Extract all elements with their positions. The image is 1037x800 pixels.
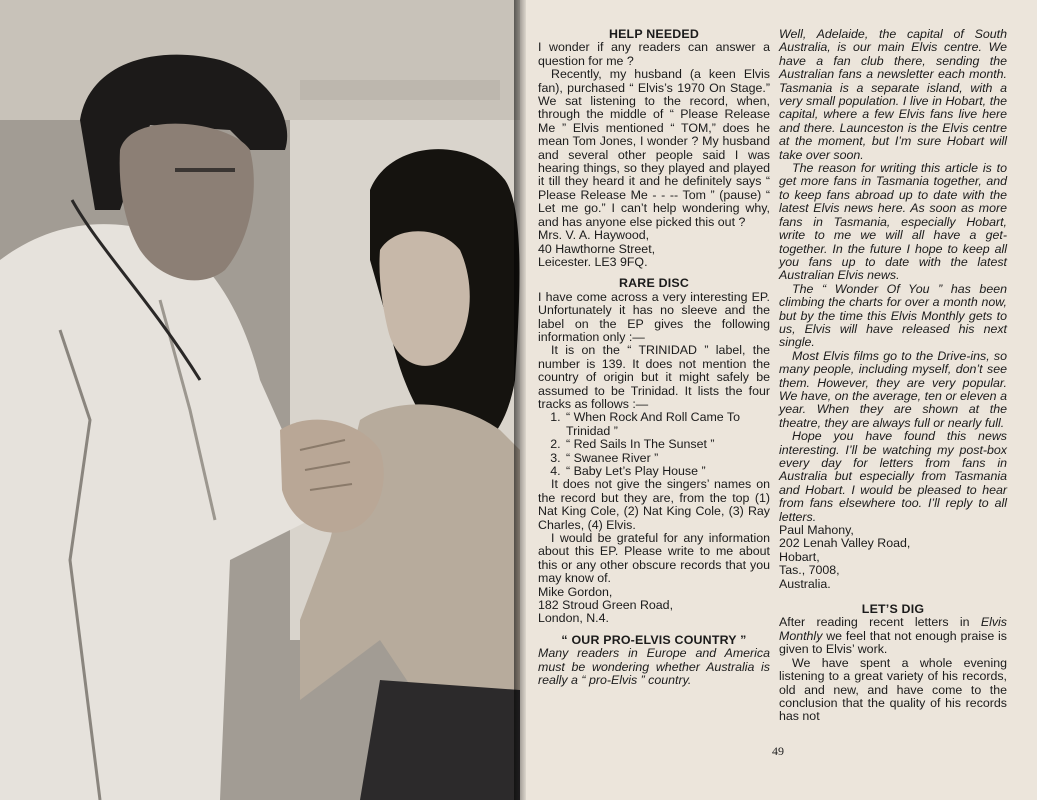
rare-disc-paragraph-4: I would be grateful for any information about this EP. Please write to me about this or any other obscure records that you may know of. bbox=[538, 531, 770, 586]
elvis-monthly-title: Elvis Monthly bbox=[779, 615, 1007, 643]
australia-signature-street: 202 Lenah Valley Road, bbox=[779, 536, 911, 551]
track-item: 3. “ Swanee River ” bbox=[564, 452, 770, 465]
lets-dig-paragraph-1 bbox=[779, 616, 1007, 656]
rare-disc-heading: RARE DISC bbox=[619, 276, 689, 291]
pro-elvis-heading: “ OUR PRO-ELVIS COUNTRY ” bbox=[561, 632, 747, 647]
track-list bbox=[538, 411, 770, 478]
rare-disc-signature-street: 182 Stroud Green Road, bbox=[538, 598, 674, 613]
track-item: 4. “ Baby Let’s Play House ” bbox=[564, 465, 770, 478]
rare-disc-paragraph-1: I have come across a very interesting EP. Unfortunately it has no sleeve and the label on the EP gives the following information only :— bbox=[538, 289, 770, 344]
rare-disc-paragraph-3: It does not give the singers’ names on the record but they are, from the top (1) Nat King Cole, (2) Nat King Cole, (3) Ray Charles, (4) Elvis. bbox=[538, 477, 770, 532]
lets-dig-text-a: After reading recent letters in bbox=[779, 615, 981, 630]
page-number: 49 bbox=[772, 744, 784, 758]
rare-disc-signature-city: London, N.4. bbox=[538, 611, 609, 626]
help-needed-signature-city: Leicester. LE3 9FQ. bbox=[538, 254, 648, 269]
lets-dig-paragraph-2: We have spent a whole evening listening to a great variety of his records, old and new, and have come to the conclusion that the quality of his records has not bbox=[779, 655, 1007, 724]
pro-elvis-paragraph-1: Many readers in Europe and America must be wondering whether Australia is really a “ pro-Elvis ” country. bbox=[538, 646, 770, 688]
help-needed-paragraph-2: Recently, my husband (a keen Elvis fan), purchased “ Elvis’s 1970 On Stage.” We sat listening to the record, when, through the middle of “ Please Release Me ” Elvis mentioned “ TOM,” does he mean Tom Jones, I wonder ? My husband and several other people said I was hearing things, so they played and played it till they heard it and he definitely says “ Please Release Me - - -- Tom ” (pause) “ Let me go.” I can’t help wondering why, and has anyone else picked this out ? bbox=[538, 67, 770, 229]
australia-paragraph-1: Well, Adelaide, the capital of South Australia, is our main Elvis centre. We have a fan club there, sending the Australian fans a newsletter each month. Tasmania is a separate island, with a very small population. I live in Hobart, the capital, where a few Elvis fans live here and there. Launceston is the Elvis centre at the moment, but I’m sure Hobart will take over soon. bbox=[779, 27, 1007, 162]
right-text-column bbox=[779, 28, 1007, 724]
australia-signature-city: Hobart, bbox=[779, 549, 820, 564]
rare-disc-signature-name: Mike Gordon, bbox=[538, 584, 613, 599]
track-item: 1. “ When Rock And Roll Came To Trinidad ” bbox=[564, 411, 770, 438]
australia-signature-country: Australia. bbox=[779, 576, 831, 591]
australia-paragraph-5: Hope you have found this news interesting. I’ll be watching my post-box every day for letters from fans in Australia but especially from Tasmania and Hobart. I would be pleased to hear from fans elsewhere too. I’ll reply to all letters. bbox=[779, 429, 1007, 524]
australia-signature-state: Tas., 7008, bbox=[779, 563, 840, 578]
australia-paragraph-3: The “ Wonder Of You ” has been climbing the charts for over a month now, but by the time this Elvis Monthly gets to us, Elvis will have released his next single. bbox=[779, 281, 1007, 350]
lets-dig-heading: LET’S DIG bbox=[861, 602, 925, 617]
help-needed-paragraph-1: I wonder if any readers can answer a question for me ? bbox=[538, 40, 770, 68]
australia-paragraph-2: The reason for writing this article is to get more fans in Tasmania together, and to keep fans abroad up to date with the latest Elvis news here. As soon as more fans in Tasmania, especially Hobart, write to me we will all have a get-together. In the future I hope to keep all you fans up to date with the latest Australian Elvis news. bbox=[779, 161, 1007, 283]
help-needed-signature-name: Mrs. V. A. Haywood, bbox=[538, 228, 650, 243]
text-page bbox=[526, 0, 1037, 800]
left-text-column bbox=[538, 28, 770, 688]
help-needed-signature-street: 40 Hawthorne Street, bbox=[538, 241, 656, 256]
help-needed-heading: HELP NEEDED bbox=[608, 27, 700, 41]
lets-dig-text-b: we feel that not enough praise is given to Elvis’ work. bbox=[779, 628, 1007, 657]
page-gutter bbox=[514, 0, 526, 800]
rare-disc-paragraph-2: It is on the “ TRINIDAD ” label, the number is 139. It does not mention the country of origin but it might safely be assumed to be Trinidad. It lists the four tracks as follows :— bbox=[538, 343, 770, 411]
australia-signature-name: Paul Mahony, bbox=[779, 523, 854, 538]
australia-paragraph-4: Most Elvis films go to the Drive-ins, so many people, including myself, don’t see them. However, they are very popular. We have, on the average, ten or eleven a year. When they are shown at the theatre, they are always full or nearly full. bbox=[779, 348, 1007, 430]
track-item: 2. “ Red Sails In The Sunset ” bbox=[564, 438, 770, 451]
